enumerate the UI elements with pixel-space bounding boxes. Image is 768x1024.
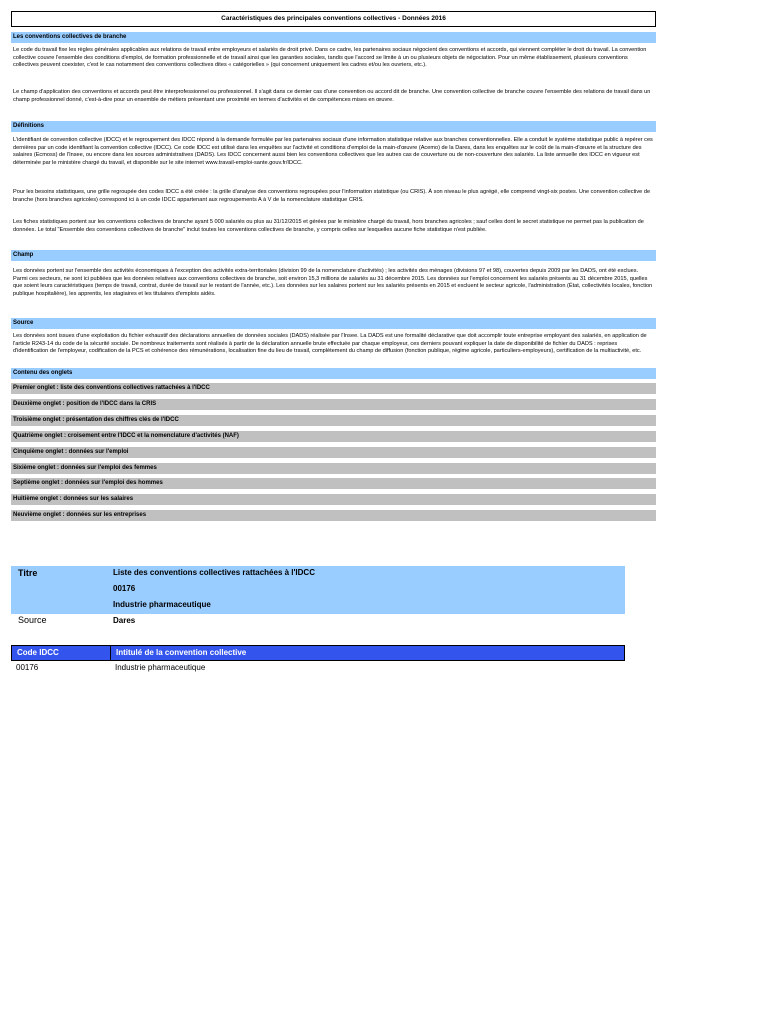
section-header-source: Source [11, 318, 656, 329]
page-title: Caractéristiques des principales conventions collectives - Données 2016 [11, 11, 656, 27]
tab-list-item[interactable]: Troisième onglet : présentation des chiffres clés de l'IDCC [11, 415, 656, 426]
paragraph-definitions-1: L'identifiant de convention collective (IDCC) et le regroupement des IDCC répond à la demande formulée par les partenaires sociaux d'une information statistique relative aux branches conventionnelles. Elle a conduit le système statistique public à repérer ces dernières par un code identifiant la convention collective (IDCC). Ce code IDCC est utilisé dans les enquêtes sur l'activité et conditions d'emploi de la main-d'œuvre (Acemo) de la Dares, dans les enquêtes sur le coût de la main-d'œuvre et la structure des salaires (Ecmoss) de l'Insee, ou encore dans les sources administratives (DADS). Les IDCC concernent aussi bien les conventions collectives que les autres cas de couverture ou de non-couverture des salariés. La liste annuelle des IDCC en vigueur est déterminée par le ministère chargé du travail, et disponible sur le site internet www.travail-emploi-sante.gouv.fr/IDCC. [13, 137, 653, 166]
table-cell-code: 00176 [16, 663, 39, 672]
titre-line-2: 00176 [113, 584, 136, 593]
table-row [11, 661, 625, 674]
source-label: Source [18, 615, 47, 625]
column-header-code: Code IDCC [17, 648, 59, 657]
paragraph-definitions-2: Pour les besoins statistiques, une grille regroupée des codes IDCC a été créée : la grille d'analyse des conventions regroupées pour l'information statistique (ou CRIS). À son niveau le plus agrégé, elle comprend vingt-six postes. Une convention collective de branche (hors branches agricoles) correspond ici à un code IDCC appartenant aux regroupements A à V de la nomenclature statistique CRIS. [13, 189, 651, 203]
table-header-row [11, 645, 625, 661]
tab-list-item[interactable]: Deuxième onglet : position de l'IDCC dans la CRIS [11, 399, 656, 410]
paragraph-branches-1: Le code du travail fixe les règles générales applicables aux relations de travail entre employeurs et salariés de droit privé. Dans ce cadre, les partenaires sociaux négocient des conventions et accords, qui viennent compléter le droit du travail. La convention collective couvre l'ensemble des conditions d'emploi, de formation professionnelle et de travail ainsi que les garanties sociales, tandis que l'accord se limite à un ou plusieurs objets de négociation. Pour un même établissement, plusieurs conventions collectives peuvent coexister, c'est le cas notamment des conventions collectives dites « catégorielles » (qui concernent uniquement les cadres et/ou les ouvriers, etc.). [13, 47, 647, 69]
tab-list-item[interactable]: Premier onglet : liste des conventions collectives rattachées à l'IDCC [11, 383, 656, 394]
titre-line-1: Liste des conventions collectives rattachées à l'IDCC [113, 568, 315, 577]
tab-list-item[interactable]: Quatrième onglet : croisement entre l'IDCC et la nomenclature d'activités (NAF) [11, 431, 656, 442]
tab-list-item[interactable]: Cinquième onglet : données sur l'emploi [11, 447, 656, 458]
section-header-definitions: Définitions [11, 121, 656, 132]
paragraph-definitions-3: Les fiches statistiques portent sur les conventions collectives de branche ayant 5 000 salariés ou plus au 31/12/2015 et gérées par le ministère chargé du travail, hors branches agricoles ; sauf celles dont le secret statistique ne permet pas la publication de données. Le total "Ensemble des conventions collectives de branche" inclut toutes les conventions collectives de branche, y compris celles sur lesquelles aucune fiche statistique n'est publiée. [13, 219, 644, 233]
paragraph-branches-2: Le champ d'application des conventions et accords peut être interprofessionnel ou professionnel. Il s'agit dans ce dernier cas d'une convention ou accord dit de branche. Une convention collective de branche couvre l'ensemble des relations de travail dans un champ professionnel donné, c'est-à-dire pour un ensemble de métiers présentant une proximité en termes d'activités et de compétences mises en œuvre. [13, 89, 651, 103]
tab-list-item[interactable]: Sixième onglet : données sur l'emploi des femmes [11, 463, 656, 474]
section-header-branches: Les conventions collectives de branche [11, 32, 656, 43]
tab-list-item[interactable]: Septième onglet : données sur l'emploi des hommes [11, 478, 656, 489]
table-cell-intitule: Industrie pharmaceutique [115, 663, 206, 672]
section-header-contenu: Contenu des onglets [11, 368, 656, 379]
title-block [11, 566, 625, 614]
paragraph-champ: Les données portent sur l'ensemble des activités économiques à l'exception des activités extra-territoriales (division 99 de la nomenclature d'activités) ; les activités des ménages (divisions 97 et 98), couvertes depuis 2009 par les DADS, ont été exclues. Parmi ces secteurs, ne sont ici publiées que les données relatives aux conventions collectives de branche, soit environ 15,3 millions de salariés au 31 décembre 2015. Les données sur l'emploi concernent les salariés présents au 31 décembre 2015, quelles que soient leurs caractéristiques (temps de travail, contrat, durée de travail sur le restant de l'année, etc.). Les données sur les salaires portent sur les salariés présents en 2015 et excluent le secteur agricole, l'administration (État, collectivités locales, fonction publique hospitalière), les apprentis, les stagiaires et les titulaires d'emplois aidés. [13, 268, 653, 297]
titre-label: Titre [18, 568, 38, 578]
column-header-intitule: Intitulé de la convention collective [116, 648, 247, 657]
titre-line-3: Industrie pharmaceutique [113, 600, 211, 609]
tab-list-item[interactable]: Huitième onglet : données sur les salaires [11, 494, 656, 505]
paragraph-source: Les données sont issues d'une exploitation du fichier exhaustif des déclarations annuelles de données sociales (DADS) réalisée par l'Insee. La DADS est une formalité déclarative que doit accomplir toute entreprise employant des salariés, en application de l'article R243-14 du code de la sécurité sociale. De nombreux traitements sont réalisés à partir de la déclaration annuelle brute effectuée par chaque employeur, ces derniers pouvant expliquer la date de disponibilité de fichier du DADS : reprises d'identification de l'employeur, codification de la PCS et cohérence des rémunérations, localisation fine du lieu de travail, complètement du champ de diffusion (fonction publique, régime agricole, particuliers-employeurs), certification de la multiactivité, etc. [13, 333, 647, 355]
tab-list-item[interactable]: Neuvième onglet : données sur les entreprises [11, 510, 656, 521]
source-value: Dares [113, 616, 136, 625]
section-header-champ: Champ [11, 250, 656, 261]
